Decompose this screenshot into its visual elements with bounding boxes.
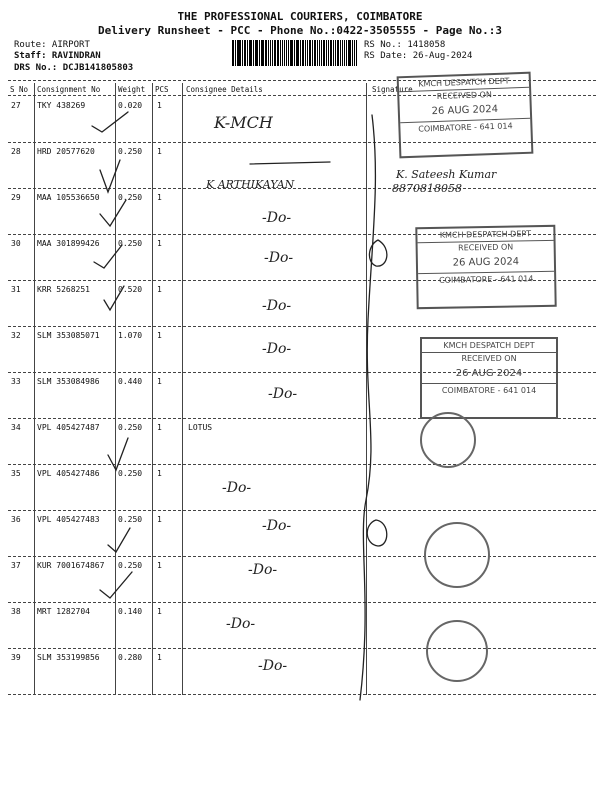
row-sno: 30	[11, 239, 21, 248]
row-consignment-no: KRR 5268251	[37, 285, 90, 294]
received-stamp: KMCH DESPATCH DEPT RECEIVED ON 26 AUG 2024 COIMBATORE - 641 014	[397, 72, 534, 159]
round-seal	[426, 620, 488, 682]
row-weight: 0.250	[118, 561, 143, 570]
row-consignment-no: MRT 1282704	[37, 607, 90, 616]
col-header-sno: S No	[10, 85, 29, 94]
ditto-mark: -Do-	[262, 298, 292, 314]
col-header-pcs: PCS	[155, 85, 169, 94]
row-sno: 31	[11, 285, 21, 294]
ditto-mark: -Do-	[248, 562, 278, 578]
row-pcs: 1	[157, 239, 162, 248]
ditto-mark: -Do-	[226, 616, 256, 632]
row-pcs: 1	[157, 101, 162, 110]
row-sno: 39	[11, 653, 21, 662]
row-weight: 0.250	[118, 147, 143, 156]
row-weight: 0.250	[118, 239, 143, 248]
row-pcs: 1	[157, 423, 162, 432]
handwritten-phone: 8870818058	[392, 182, 462, 195]
col-header-consignee: Consignee Details	[186, 85, 263, 94]
row-consignment-no: KUR 7001674867	[37, 561, 105, 570]
ditto-mark: -Do-	[262, 341, 292, 357]
row-consignment-no: SLM 353085071	[37, 331, 100, 340]
row-consignment-no: VPL 405427486	[37, 469, 100, 478]
ditto-mark: -Do-	[262, 518, 292, 534]
col-header-consignment: Consignment No	[37, 85, 101, 94]
handwritten-signature: K. Sateesh Kumar	[396, 168, 497, 181]
col-header-signature: Signature	[372, 85, 413, 94]
row-weight: 0.250	[118, 515, 143, 524]
drs-number: DRS No.: DCJB141805803	[14, 63, 134, 73]
row-sno: 32	[11, 331, 21, 340]
round-seal	[420, 412, 476, 468]
row-consignment-no: SLM 353084986	[37, 377, 100, 386]
row-pcs: 1	[157, 561, 162, 570]
handwritten-kmch: K-MCH	[214, 113, 273, 132]
staff-label: Staff: RAVINDRAN	[14, 51, 101, 61]
received-stamp: KMCH DESPATCH DEPT RECEIVED ON 26 AUG 2024 COIMBATORE - 641 014	[420, 337, 558, 419]
rs-number: RS No.: 1418058	[364, 40, 446, 50]
ditto-mark: -Do-	[262, 210, 292, 226]
ditto-mark: -Do-	[268, 386, 298, 402]
row-consignment-no: SLM 353199856	[37, 653, 100, 662]
handwritten-name: K ARTHIKAYAN	[206, 178, 295, 191]
row-pcs: 1	[157, 653, 162, 662]
row-pcs: 1	[157, 331, 162, 340]
row-sno: 37	[11, 561, 21, 570]
row-weight: 0.250	[118, 469, 143, 478]
row-weight: 0.140	[118, 607, 143, 616]
row-consignment-no: MAA 105536650	[37, 193, 100, 202]
row-pcs: 1	[157, 469, 162, 478]
document-title: THE PROFESSIONAL COURIERS, COIMBATORE	[177, 10, 423, 23]
route-label: Route: AIRPORT	[14, 40, 90, 50]
row-consignment-no: HRD 20577620	[37, 147, 95, 156]
row-weight: 0.440	[118, 377, 143, 386]
row-pcs: 1	[157, 377, 162, 386]
row-consignment-no: TKY 438269	[37, 101, 86, 110]
row-consignment-no: VPL 405427487	[37, 423, 100, 432]
ditto-mark: -Do-	[264, 250, 294, 266]
row-consignment-no: MAA 301899426	[37, 239, 100, 248]
row-pcs: 1	[157, 285, 162, 294]
received-stamp: KMCH DESPATCH DEPT RECEIVED ON 26 AUG 2024 COIMBATORE - 641 014	[415, 225, 556, 309]
row-sno: 29	[11, 193, 21, 202]
row-weight: 0.250	[118, 423, 143, 432]
document-subtitle: Delivery Runsheet - PCC - Phone No.:0422-3505555 - Page No.:3	[98, 24, 502, 37]
row-pcs: 1	[157, 193, 162, 202]
row-sno: 33	[11, 377, 21, 386]
row-weight: 0.020	[118, 101, 143, 110]
row-consignment-no: VPL 405427483	[37, 515, 100, 524]
row-pcs: 1	[157, 515, 162, 524]
row-sno: 35	[11, 469, 21, 478]
row-sno: 34	[11, 423, 21, 432]
row-sno: 38	[11, 607, 21, 616]
row-pcs: 1	[157, 607, 162, 616]
row-pcs: 1	[157, 147, 162, 156]
row-sno: 36	[11, 515, 21, 524]
row-weight: 0.250	[118, 193, 143, 202]
col-header-weight: Weight	[118, 85, 146, 94]
row-weight: 0.280	[118, 653, 143, 662]
round-seal	[424, 522, 490, 588]
rs-date: RS Date: 26-Aug-2024	[364, 51, 473, 61]
row-weight: 0.520	[118, 285, 143, 294]
row-sno: 28	[11, 147, 21, 156]
row-weight: 1.070	[118, 331, 143, 340]
ditto-mark: -Do-	[222, 480, 252, 496]
row-sno: 27	[11, 101, 21, 110]
row-consignee: LOTUS	[188, 423, 213, 432]
ditto-mark: -Do-	[258, 658, 288, 674]
